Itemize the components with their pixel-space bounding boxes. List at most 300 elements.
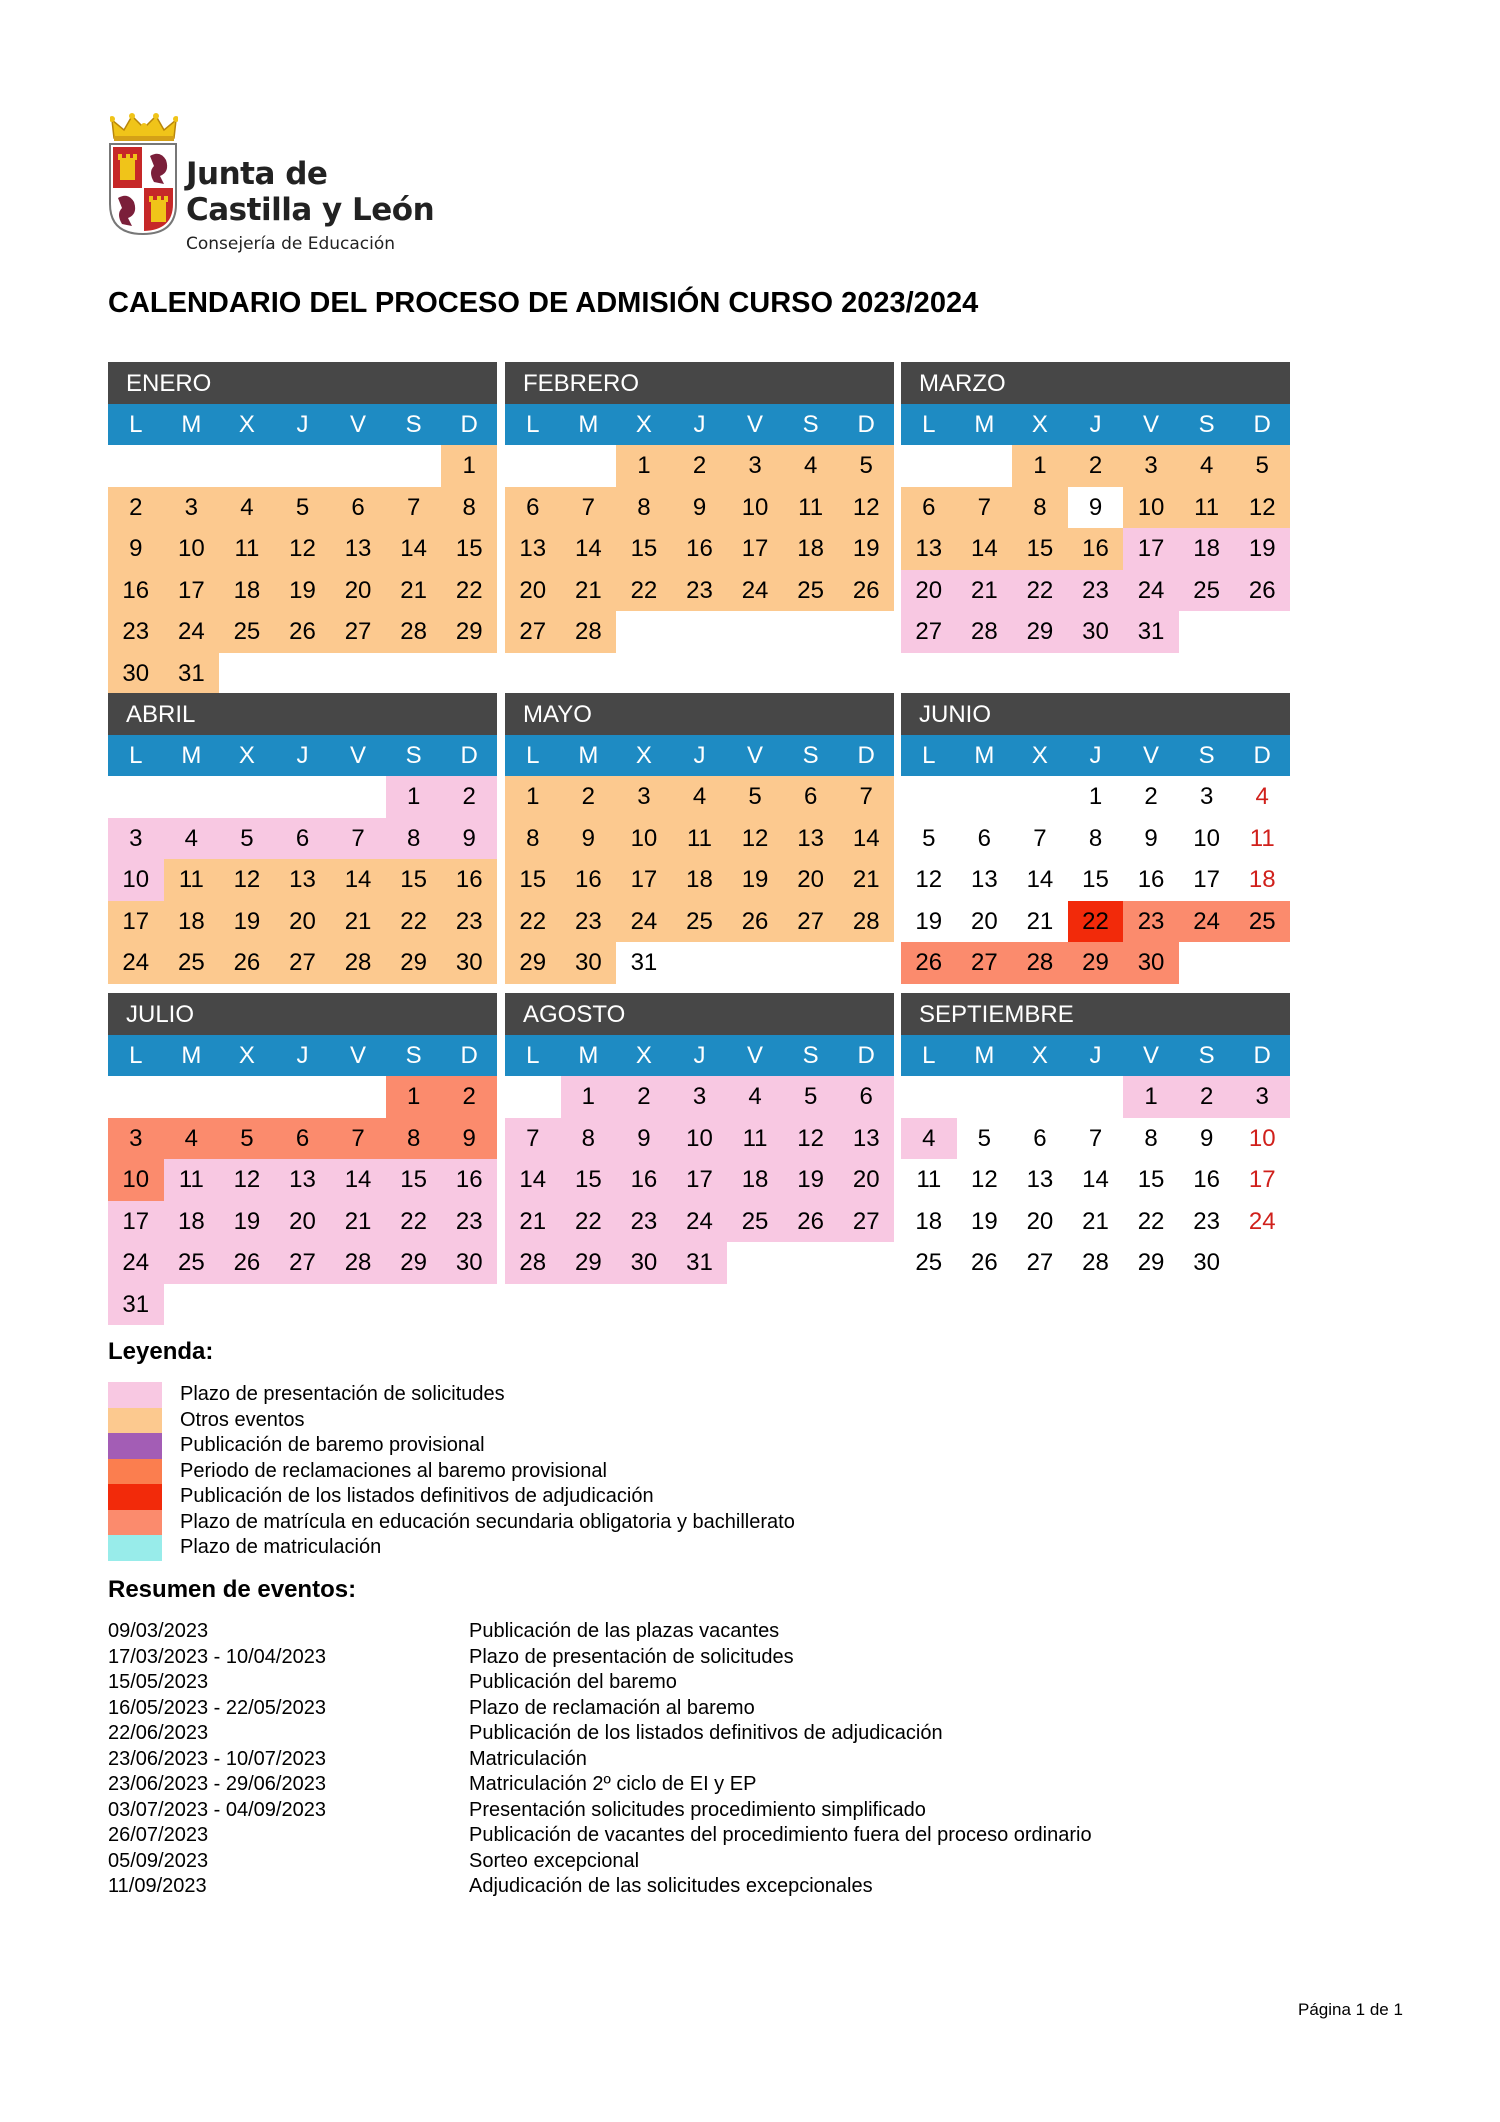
- weekday-label: V: [747, 742, 764, 769]
- day-cell: 21: [1082, 1207, 1109, 1235]
- month-title: AGOSTO: [505, 993, 894, 1035]
- day-cell: 9: [1144, 824, 1158, 852]
- day-cell: 1: [386, 1076, 442, 1118]
- empty-cell: [275, 1076, 331, 1118]
- day-cell: 9: [441, 1118, 497, 1160]
- day-cell: 16: [561, 859, 617, 901]
- day-cell: 19: [219, 1201, 275, 1243]
- empty-cell: [330, 776, 386, 818]
- month-febrero: [505, 362, 894, 653]
- day-cell: 9: [108, 528, 164, 570]
- event-description: Adjudicación de las solicitudes excepcionales: [469, 1875, 873, 1898]
- day-cell: 2: [1068, 445, 1124, 487]
- day-cell: 30: [1068, 611, 1124, 653]
- legend-item: [108, 1382, 795, 1408]
- empty-cell: [561, 445, 617, 487]
- day-cell: 26: [971, 1249, 998, 1276]
- day-cell: 17: [616, 859, 672, 901]
- weekday-label: X: [238, 1042, 255, 1069]
- day-cell: 10: [1123, 487, 1179, 529]
- day-cell: 23: [561, 901, 617, 943]
- day-cell: 23: [108, 611, 164, 653]
- day-cell: 18: [672, 859, 728, 901]
- day-cell: 2: [616, 1076, 672, 1118]
- weekday-label: V: [350, 742, 367, 769]
- day-cell: 23: [1123, 901, 1179, 943]
- day-cell: 12: [783, 1118, 839, 1160]
- day-cell: 25: [1234, 901, 1290, 943]
- day-cell: 24: [616, 901, 672, 943]
- day-cell: 5: [838, 445, 894, 487]
- day-cell: 5: [219, 1118, 275, 1160]
- org-name-line1: Junta de: [186, 156, 328, 192]
- day-cell: 10: [672, 1118, 728, 1160]
- month-julio: [108, 993, 497, 1325]
- day-cell: 8: [441, 487, 497, 529]
- day-cell: 24: [1248, 1207, 1276, 1235]
- day-cell: 21: [957, 570, 1013, 612]
- weekday-label: D: [857, 742, 875, 769]
- day-cell: 31: [1123, 611, 1179, 653]
- days-grid: [901, 1076, 1290, 1284]
- day-cell: 26: [838, 570, 894, 612]
- day-cell: 13: [275, 859, 331, 901]
- day-cell: 21: [561, 570, 617, 612]
- day-cell: 19: [1234, 528, 1290, 570]
- day-cell: 4: [1179, 445, 1235, 487]
- legend-label: Otros eventos: [180, 1408, 305, 1431]
- day-cell: 26: [727, 901, 783, 943]
- legend-swatch: [108, 1433, 162, 1459]
- empty-cell: [108, 1076, 164, 1118]
- day-cell: 8: [616, 487, 672, 529]
- day-cell: 15: [1082, 866, 1109, 893]
- day-cell: 9: [561, 818, 617, 860]
- day-cell: 3: [108, 818, 164, 860]
- weekday-label: V: [1143, 742, 1160, 769]
- day-cell: 6: [275, 818, 331, 860]
- summary-title: Resumen de eventos:: [108, 1576, 357, 1603]
- day-cell: 16: [672, 528, 728, 570]
- empty-cell: [957, 1076, 1013, 1118]
- weekday-header: [901, 404, 1290, 445]
- day-cell: 1: [1123, 1076, 1179, 1118]
- days-grid: [901, 445, 1290, 653]
- weekday-label: V: [1143, 1042, 1160, 1069]
- day-cell: 1: [386, 776, 442, 818]
- days-grid: [108, 445, 497, 694]
- day-cell: 3: [164, 487, 220, 529]
- day-cell: 22: [1012, 570, 1068, 612]
- day-cell: 20: [330, 570, 386, 612]
- event-row: [108, 1747, 1092, 1773]
- day-cell: 16: [1068, 528, 1124, 570]
- day-cell: 2: [1179, 1076, 1235, 1118]
- legend-title: Leyenda:: [108, 1338, 214, 1365]
- event-description: Presentación solicitudes procedimiento simplificado: [469, 1798, 926, 1821]
- month-enero: [108, 362, 497, 694]
- day-cell: 21: [386, 570, 442, 612]
- event-row: [108, 1798, 1092, 1824]
- day-cell: 13: [1026, 1166, 1054, 1193]
- day-cell: 25: [783, 570, 839, 612]
- day-cell: 27: [783, 901, 839, 943]
- legend-swatch: [108, 1459, 162, 1485]
- day-cell: 28: [1082, 1249, 1109, 1276]
- day-cell: 9: [1199, 1124, 1214, 1152]
- weekday-label: L: [526, 742, 540, 769]
- day-cell: 3: [727, 445, 783, 487]
- weekday-label: M: [974, 742, 995, 769]
- day-cell: 30: [441, 1242, 497, 1284]
- empty-cell: [108, 445, 164, 487]
- event-date: 26/07/2023: [108, 1824, 209, 1847]
- day-cell: 20: [838, 1159, 894, 1201]
- day-cell: 17: [108, 901, 164, 943]
- legend-swatch: [108, 1408, 162, 1434]
- day-cell: 18: [164, 1201, 220, 1243]
- day-cell: 21: [330, 1201, 386, 1243]
- crown-icon: [110, 112, 178, 142]
- day-cell: 4: [1255, 783, 1269, 810]
- empty-cell: [164, 445, 220, 487]
- day-cell: 11: [1179, 487, 1235, 529]
- day-cell: 15: [561, 1159, 617, 1201]
- weekday-label: X: [238, 742, 255, 769]
- weekday-label: M: [578, 1042, 599, 1069]
- month-title: FEBRERO: [505, 362, 894, 404]
- day-cell: 31: [630, 949, 658, 976]
- org-department: Consejería de Educación: [186, 234, 396, 254]
- day-cell: 10: [108, 1159, 164, 1201]
- day-cell: 7: [561, 487, 617, 529]
- day-cell: 21: [330, 901, 386, 943]
- month-title: ENERO: [108, 362, 497, 404]
- day-cell: 13: [971, 866, 998, 893]
- weekday-label: L: [129, 411, 143, 438]
- weekday-label: M: [181, 411, 202, 438]
- day-cell: 4: [164, 1118, 220, 1160]
- empty-cell: [1012, 776, 1068, 818]
- day-cell: 24: [672, 1201, 728, 1243]
- day-cell: 9: [1088, 493, 1103, 521]
- day-cell: 24: [727, 570, 783, 612]
- event-date: 15/05/2023: [108, 1671, 209, 1694]
- day-cell: 3: [1199, 783, 1214, 810]
- day-cell: 5: [783, 1076, 839, 1118]
- day-cell: 18: [915, 1207, 943, 1235]
- legend-item: [108, 1459, 795, 1485]
- weekday-label: L: [526, 411, 540, 438]
- weekday-label: J: [693, 1042, 706, 1069]
- event-date: 23/06/2023 - 10/07/2023: [108, 1747, 326, 1770]
- event-date: 16/05/2023 - 22/05/2023: [108, 1696, 326, 1719]
- event-description: Publicación del baremo: [469, 1671, 677, 1694]
- day-cell: 12: [275, 528, 331, 570]
- day-cell: 13: [275, 1159, 331, 1201]
- legend-label: Publicación de baremo provisional: [180, 1434, 485, 1457]
- day-cell: 18: [1248, 866, 1276, 893]
- day-cell: 5: [922, 824, 936, 852]
- day-cell: 10: [108, 859, 164, 901]
- day-cell: 28: [957, 611, 1013, 653]
- day-cell: 29: [441, 611, 497, 653]
- page-number: Página 1 de 1: [1298, 2000, 1403, 2019]
- month-title: JUNIO: [901, 693, 1290, 735]
- day-cell: 13: [838, 1118, 894, 1160]
- day-cell: 15: [441, 528, 497, 570]
- day-cell: 3: [672, 1076, 728, 1118]
- day-cell: 19: [275, 570, 331, 612]
- day-cell: 22: [386, 901, 442, 943]
- day-cell: 4: [164, 818, 220, 860]
- day-cell: 6: [838, 1076, 894, 1118]
- day-cell: 9: [672, 487, 728, 529]
- legend-item: [108, 1484, 795, 1510]
- day-cell: 10: [1193, 824, 1220, 852]
- days-grid: [108, 776, 497, 984]
- event-description: Publicación de los listados definitivos de adjudicación: [469, 1722, 943, 1745]
- day-cell: 23: [672, 570, 728, 612]
- day-cell: 31: [164, 653, 220, 695]
- event-row: [108, 1619, 1092, 1645]
- day-cell: 31: [672, 1242, 728, 1284]
- legend-label: Periodo de reclamaciones al baremo provisional: [180, 1459, 607, 1482]
- day-cell: 17: [164, 570, 220, 612]
- event-row: [108, 1670, 1092, 1696]
- day-cell: 24: [164, 611, 220, 653]
- day-cell: 14: [330, 1159, 386, 1201]
- empty-cell: [1012, 1076, 1068, 1118]
- day-cell: 25: [164, 942, 220, 984]
- weekday-label: X: [1031, 742, 1048, 769]
- event-summary: [108, 1619, 1092, 1900]
- day-cell: 22: [1137, 1207, 1165, 1235]
- day-cell: 25: [1179, 570, 1235, 612]
- day-cell: 13: [330, 528, 386, 570]
- day-cell: 6: [330, 487, 386, 529]
- day-cell: 27: [505, 611, 561, 653]
- weekday-label: V: [350, 411, 367, 438]
- day-cell: 29: [505, 942, 561, 984]
- weekday-label: S: [802, 742, 819, 769]
- day-cell: 25: [915, 1249, 943, 1276]
- day-cell: 15: [1012, 528, 1068, 570]
- event-row: [108, 1823, 1092, 1849]
- weekday-label: D: [857, 411, 875, 438]
- weekday-label: M: [578, 411, 599, 438]
- empty-cell: [164, 776, 220, 818]
- weekday-header: [108, 1035, 497, 1076]
- empty-cell: [957, 776, 1013, 818]
- weekday-label: V: [350, 1042, 367, 1069]
- event-date: 03/07/2023 - 04/09/2023: [108, 1798, 326, 1821]
- day-cell: 27: [957, 942, 1013, 984]
- day-cell: 27: [275, 1242, 331, 1284]
- empty-cell: [330, 445, 386, 487]
- day-cell: 20: [275, 1201, 331, 1243]
- day-cell: 14: [386, 528, 442, 570]
- day-cell: 17: [108, 1201, 164, 1243]
- weekday-label: V: [747, 411, 764, 438]
- page-title: CALENDARIO DEL PROCESO DE ADMISIÓN CURSO 2023/2024: [108, 287, 979, 319]
- day-cell: 29: [561, 1242, 617, 1284]
- weekday-label: L: [922, 411, 936, 438]
- weekday-label: D: [1253, 742, 1271, 769]
- event-date: 11/09/2023: [108, 1875, 207, 1898]
- month-mayo: [505, 693, 894, 984]
- day-cell: 7: [1033, 824, 1047, 852]
- day-cell: 4: [727, 1076, 783, 1118]
- event-description: Matriculación: [469, 1747, 587, 1770]
- day-cell: 3: [1123, 445, 1179, 487]
- event-description: Plazo de reclamación al baremo: [469, 1696, 755, 1719]
- weekday-header: [901, 735, 1290, 776]
- day-cell: 6: [901, 487, 957, 529]
- event-date: 09/03/2023: [108, 1620, 209, 1643]
- day-cell: 23: [1068, 570, 1124, 612]
- month-abril: [108, 693, 497, 984]
- day-cell: 11: [916, 1166, 942, 1193]
- day-cell: 23: [441, 901, 497, 943]
- day-cell: 15: [386, 1159, 442, 1201]
- day-cell: 22: [616, 570, 672, 612]
- days-grid: [108, 1076, 497, 1325]
- day-cell: 7: [330, 1118, 386, 1160]
- day-cell: 26: [275, 611, 331, 653]
- day-cell: 27: [901, 611, 957, 653]
- day-cell: 29: [1068, 942, 1124, 984]
- day-cell: 22: [1068, 901, 1124, 943]
- day-cell: 24: [1123, 570, 1179, 612]
- day-cell: 25: [219, 611, 275, 653]
- day-cell: 19: [219, 901, 275, 943]
- day-cell: 24: [108, 1242, 164, 1284]
- day-cell: 17: [672, 1159, 728, 1201]
- day-cell: 5: [1234, 445, 1290, 487]
- day-cell: 15: [616, 528, 672, 570]
- day-cell: 1: [1088, 783, 1103, 810]
- day-cell: 20: [505, 570, 561, 612]
- empty-cell: [505, 445, 561, 487]
- day-cell: 27: [275, 942, 331, 984]
- day-cell: 30: [1193, 1249, 1220, 1276]
- day-cell: 19: [727, 859, 783, 901]
- day-cell: 28: [330, 1242, 386, 1284]
- empty-cell: [275, 776, 331, 818]
- day-cell: 21: [505, 1201, 561, 1243]
- day-cell: 11: [164, 1159, 220, 1201]
- org-name-line2: Castilla y León: [186, 192, 435, 228]
- event-row: [108, 1721, 1092, 1747]
- day-cell: 12: [219, 859, 275, 901]
- empty-cell: [219, 1076, 275, 1118]
- day-cell: 14: [1026, 866, 1054, 893]
- month-septiembre: [901, 993, 1290, 1284]
- month-title: ABRIL: [108, 693, 497, 735]
- day-cell: 1: [441, 445, 497, 487]
- weekday-label: J: [693, 411, 706, 438]
- weekday-label: D: [460, 742, 478, 769]
- day-cell: 6: [783, 776, 839, 818]
- weekday-label: V: [747, 1042, 764, 1069]
- day-cell: 4: [783, 445, 839, 487]
- empty-cell: [957, 445, 1013, 487]
- day-cell: 8: [1012, 487, 1068, 529]
- day-cell: 28: [330, 942, 386, 984]
- day-cell: 4: [219, 487, 275, 529]
- day-cell: 28: [1012, 942, 1068, 984]
- day-cell: 8: [505, 818, 561, 860]
- day-cell: 29: [1012, 611, 1068, 653]
- legend-swatch: [108, 1510, 162, 1536]
- day-cell: 5: [977, 1124, 992, 1152]
- legend-item: [108, 1408, 795, 1434]
- event-date: 17/03/2023 - 10/04/2023: [108, 1645, 326, 1668]
- day-cell: 25: [727, 1201, 783, 1243]
- month-title: MAYO: [505, 693, 894, 735]
- day-cell: 18: [727, 1159, 783, 1201]
- empty-cell: [219, 445, 275, 487]
- day-cell: 10: [164, 528, 220, 570]
- weekday-label: S: [405, 742, 422, 769]
- event-row: [108, 1645, 1092, 1671]
- day-cell: 27: [838, 1201, 894, 1243]
- day-cell: 14: [330, 859, 386, 901]
- coat-of-arms-icon: [108, 142, 178, 236]
- day-cell: 28: [561, 611, 617, 653]
- day-cell: 27: [1026, 1249, 1054, 1276]
- legend-item: [108, 1510, 795, 1536]
- day-cell: 23: [441, 1201, 497, 1243]
- day-cell: 18: [164, 901, 220, 943]
- day-cell: 20: [901, 570, 957, 612]
- weekday-label: D: [460, 411, 478, 438]
- day-cell: 21: [1026, 907, 1054, 935]
- day-cell: 8: [1144, 1124, 1158, 1152]
- weekday-label: S: [405, 1042, 422, 1069]
- day-cell: 13: [505, 528, 561, 570]
- day-cell: 17: [1123, 528, 1179, 570]
- day-cell: 14: [957, 528, 1013, 570]
- weekday-label: D: [857, 1042, 875, 1069]
- day-cell: 9: [616, 1118, 672, 1160]
- days-grid: [505, 445, 894, 653]
- day-cell: 1: [1012, 445, 1068, 487]
- empty-cell: [901, 1076, 957, 1118]
- day-cell: 11: [219, 528, 275, 570]
- day-cell: 16: [1137, 866, 1165, 893]
- event-description: Matriculación 2º ciclo de EI y EP: [469, 1773, 757, 1796]
- day-cell: 3: [1234, 1076, 1290, 1118]
- day-cell: 15: [505, 859, 561, 901]
- day-cell: 2: [108, 487, 164, 529]
- weekday-label: L: [129, 742, 143, 769]
- day-cell: 2: [672, 445, 728, 487]
- day-cell: 2: [1144, 783, 1158, 810]
- day-cell: 6: [505, 487, 561, 529]
- day-cell: 1: [616, 445, 672, 487]
- event-description: Publicación de las plazas vacantes: [469, 1620, 780, 1643]
- event-date: 22/06/2023: [108, 1722, 209, 1745]
- day-cell: 29: [386, 1242, 442, 1284]
- day-cell: 8: [386, 1118, 442, 1160]
- day-cell: 18: [783, 528, 839, 570]
- weekday-header: [505, 404, 894, 445]
- day-cell: 16: [441, 1159, 497, 1201]
- weekday-label: X: [238, 411, 255, 438]
- month-agosto: [505, 993, 894, 1284]
